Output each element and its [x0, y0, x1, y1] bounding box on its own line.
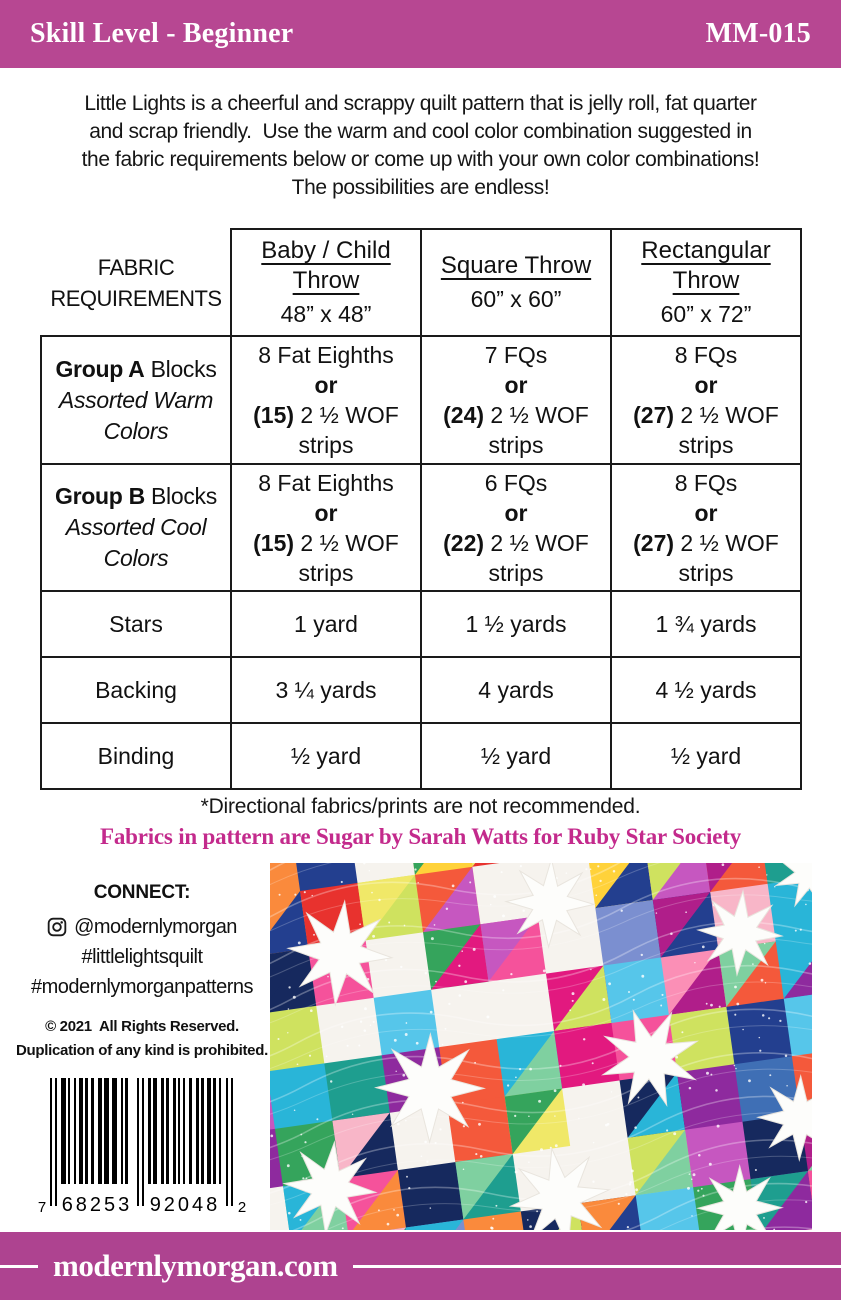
- table-cell-group-a-square: 7 FQs or (24) 2 ½ WOF strips: [420, 335, 610, 463]
- instagram-line: [47, 912, 237, 942]
- skill-level-label: Skill Level - Beginner: [30, 18, 294, 49]
- table-cell-stars-baby: 1 yard: [230, 590, 420, 656]
- svg-text:7: 7: [37, 1199, 47, 1216]
- intro-paragraph: [0, 90, 841, 202]
- table-cell-group-a-baby: 8 Fat Eighths or (15) 2 ½ WOF strips: [230, 335, 420, 463]
- svg-text:68253: 68253: [61, 1194, 133, 1216]
- row-label-stars: Stars: [40, 590, 230, 656]
- instagram-handle: @modernlymorgan: [74, 916, 237, 938]
- svg-text:2: 2: [237, 1199, 247, 1216]
- row-label-group-b: Group B Blocks Assorted Cool Colors: [40, 463, 230, 590]
- hashtag-modernlymorganpatterns: #modernlymorganpatterns: [31, 976, 253, 998]
- table-cell-binding-baby: ½ yard: [230, 722, 420, 788]
- connect-heading: CONNECT:: [93, 882, 191, 903]
- table-cell-group-b-rect: 8 FQs or (27) 2 ½ WOF strips: [610, 463, 800, 590]
- row-label-binding: Binding: [40, 722, 230, 788]
- column-header-square-throw: Square Throw 60” x 60”: [420, 228, 610, 335]
- table-cell-stars-square: 1 ½ yards: [420, 590, 610, 656]
- header-band: [0, 0, 841, 68]
- fabric-requirements-table: [40, 228, 802, 790]
- table-cell-backing-rect: 4 ½ yards: [610, 656, 800, 722]
- intro-line: the fabric requirements below or come up with your own color combinations!: [81, 148, 760, 171]
- website-url: modernlymorgan.com: [53, 1248, 338, 1283]
- table-cell-binding-square: ½ yard: [420, 722, 610, 788]
- copyright-line: © 2021 All Rights Reserved.: [45, 1018, 239, 1035]
- column-header-rectangular-throw: Rectangular Throw 60” x 72”: [610, 228, 800, 335]
- table-cell-group-b-square: 6 FQs or (22) 2 ½ WOF strips: [420, 463, 610, 590]
- footer-rule-right: [353, 1265, 841, 1268]
- connect-block: [12, 882, 272, 1002]
- table-cell-binding-rect: ½ yard: [610, 722, 800, 788]
- copyright-block: [12, 1015, 272, 1063]
- column-header-baby-child-throw: Baby / Child Throw 48” x 48”: [230, 228, 420, 335]
- table-corner-fabric-requirements: FABRIC REQUIREMENTS: [50, 254, 222, 311]
- quilt-photo: [270, 863, 812, 1230]
- pattern-number: MM-015: [705, 18, 811, 49]
- footer-rule-left: [0, 1265, 38, 1268]
- footer-band: [0, 1232, 841, 1300]
- table-cell-group-b-baby: 8 Fat Eighths or (15) 2 ½ WOF strips: [230, 463, 420, 590]
- hashtag-littlelightsquilt: #littlelightsquilt: [81, 946, 203, 968]
- table-cell-backing-square: 4 yards: [420, 656, 610, 722]
- svg-text:92048: 92048: [149, 1194, 221, 1216]
- row-label-backing: Backing: [40, 656, 230, 722]
- fabric-credit-line: Fabrics in pattern are Sugar by Sarah Watts for Ruby Star Society: [99, 824, 742, 849]
- copyright-line: Duplication of any kind is prohibited.: [16, 1042, 268, 1059]
- instagram-icon: [47, 917, 67, 937]
- table-cell-group-a-rect: 8 FQs or (27) 2 ½ WOF strips: [610, 335, 800, 463]
- directional-fabrics-note: *Directional fabrics/prints are not recommended.: [200, 795, 641, 818]
- intro-line: The possibilities are endless!: [291, 176, 550, 199]
- table-cell-backing-baby: 3 ¼ yards: [230, 656, 420, 722]
- table-cell-stars-rect: 1 ¾ yards: [610, 590, 800, 656]
- intro-line: and scrap friendly. Use the warm and cool color combination suggested in: [89, 120, 752, 143]
- intro-line: Little Lights is a cheerful and scrappy quilt pattern that is jelly roll, fat quarter: [84, 92, 757, 115]
- upc-barcode: [36, 1072, 251, 1224]
- row-label-group-a: Group A Blocks Assorted Warm Colors: [40, 335, 230, 463]
